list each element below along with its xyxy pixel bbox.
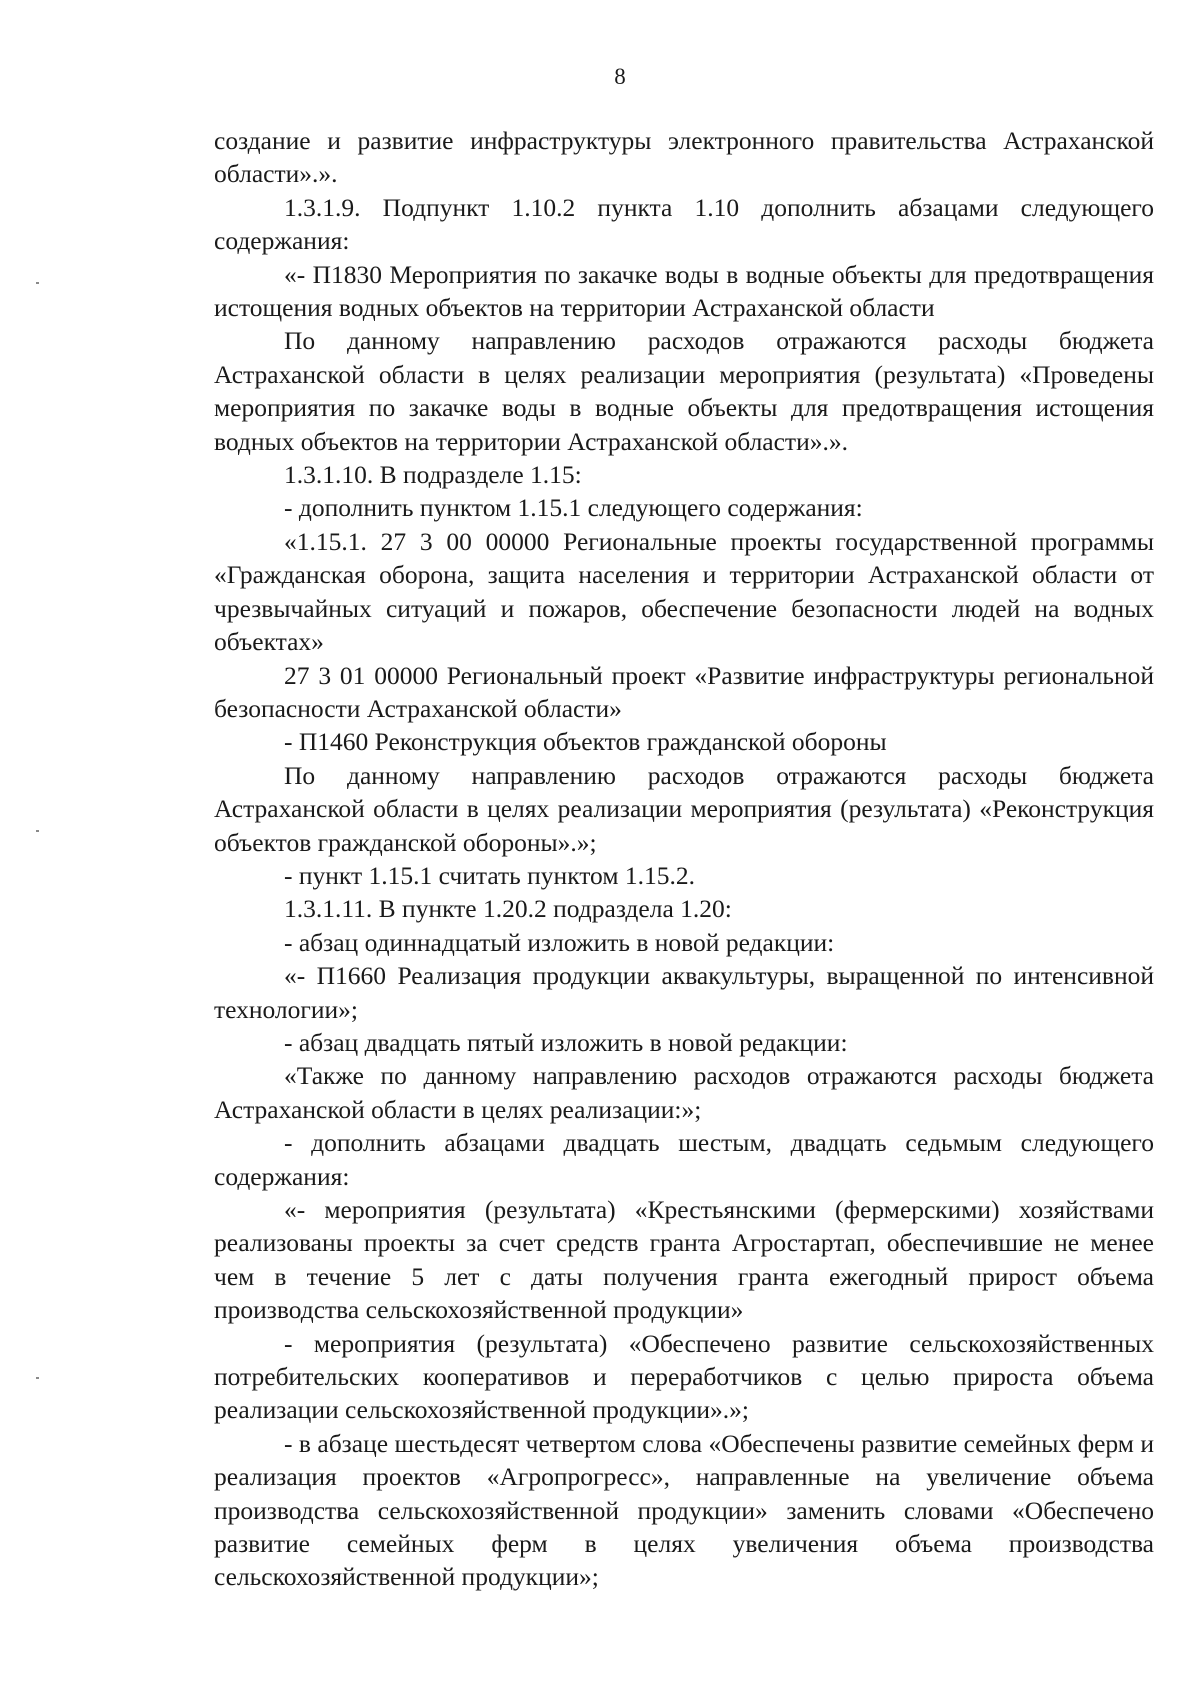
paragraph: 1.3.1.10. В подразделе 1.15:: [284, 460, 582, 490]
paragraph: - абзац одиннадцатый изложить в новой редакции:: [284, 927, 835, 957]
paragraph: - П1460 Реконструкция объектов гражданской обороны: [284, 727, 887, 757]
paragraph: - дополнить абзацами двадцать шестым, двадцать седьмым следующего содержания:: [214, 1128, 1154, 1191]
paragraph: «1.15.1. 27 3 00 00000 Региональные проекты государственной программы «Гражданская оборона, защита населения и территории Астраханской области от чрезвычайных ситуаций и пожаров, обеспечение безопасности людей на водных объектах»: [214, 526, 1154, 657]
paragraph: По данному направлению расходов отражаются расходы бюджета Астраханской области в целях реализации мероприятия (результата) «Реконструкция объектов гражданской обороны».»;: [214, 760, 1154, 857]
paragraph: - пункт 1.15.1 считать пунктом 1.15.2.: [284, 860, 695, 890]
paragraph: «- П1660 Реализация продукции аквакультуры, выращенной по интенсивной технологии»;: [214, 961, 1154, 1024]
scan-margin-mark: [36, 282, 39, 284]
scan-margin-mark: [36, 1377, 39, 1379]
paragraph: «Также по данному направлению расходов отражаются расходы бюджета Астраханской области в целях реализации:»;: [214, 1061, 1154, 1124]
paragraph: 1.3.1.11. В пункте 1.20.2 подраздела 1.20:: [284, 894, 732, 924]
paragraph: 27 3 01 00000 Региональный проект «Развитие инфраструктуры региональной безопасности Астраханской области»: [214, 660, 1154, 723]
paragraph: - в абзаце шестьдесят четвертом слова «Обеспечены развитие семейных ферм и реализация проектов «Агропрогресс», направленные на увеличение объема производства сельскохозяйственной продукции» заменить словами «Обеспечено развитие семейных ферм в целях увеличения объема производства сельскохозяйственной продукции»;: [214, 1428, 1154, 1592]
scan-margin-mark: [36, 830, 39, 832]
paragraph: По данному направлению расходов отражаются расходы бюджета Астраханской области в целях реализации мероприятия (результата) «Проведены мероприятия по закачке воды в водные объекты для предотвращения истощения водных объектов на территории Астраханской области».».: [214, 326, 1154, 456]
page-number: 8: [614, 64, 626, 89]
paragraph: - мероприятия (результата) «Обеспечено развитие сельскохозяйственных потребительских кооперативов и переработчиков с целью прироста объема реализации сельскохозяйственной продукции».»;: [214, 1328, 1154, 1425]
document-body: [214, 124, 1154, 1594]
paragraph: «- мероприятия (результата) «Крестьянскими (фермерскими) хозяйствами реализованы проекты за счет средств гранта Агростартап, обеспечившие не менее чем в течение 5 лет с даты получения гранта ежегодный прирост объема производства сельскохозяйственной продукции»: [214, 1195, 1154, 1325]
paragraph: - дополнить пунктом 1.15.1 следующего содержания:: [284, 493, 863, 523]
paragraph: создание и развитие инфраструктуры электронного правительства Астраханской области».».: [214, 126, 1154, 189]
paragraph: «- П1830 Мероприятия по закачке воды в водные объекты для предотвращения истощения водных объектов на территории Астраханской области: [214, 259, 1154, 323]
paragraph: - абзац двадцать пятый изложить в новой редакции:: [284, 1027, 848, 1057]
paragraph: 1.3.1.9. Подпункт 1.10.2 пункта 1.10 дополнить абзацами следующего содержания:: [214, 192, 1154, 256]
